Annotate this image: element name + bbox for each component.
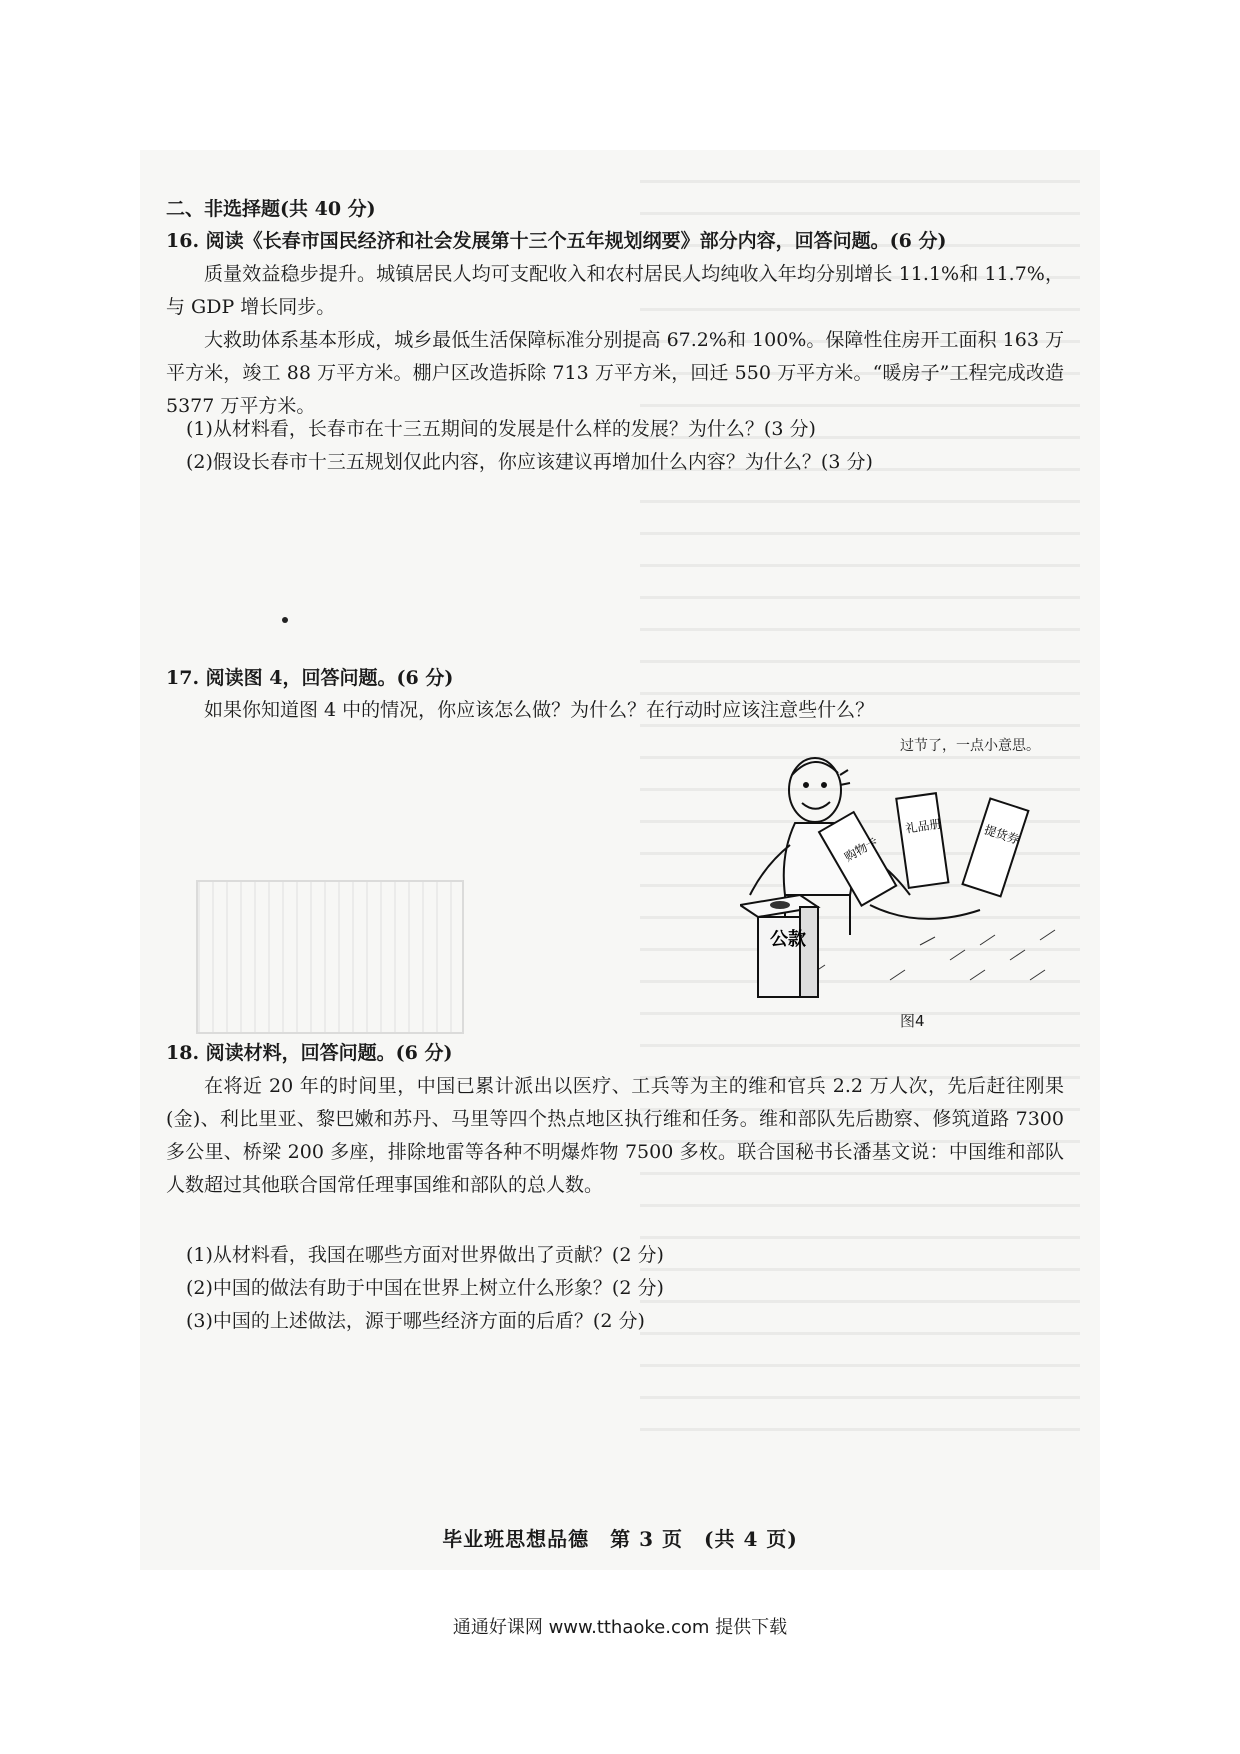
ink-speck [282, 617, 288, 623]
q17-para: 如果你知道图 4 中的情况，你应该怎么做？为什么？在行动时应该注意些什么？ [204, 699, 875, 721]
download-credit: 通通好课网 www.tthaoke.com 提供下载 [452, 1617, 788, 1638]
card-label-1: 礼品册 [904, 816, 943, 836]
q17-heading: 17. 阅读图 4，回答问题。(6 分) [166, 667, 454, 689]
section-title: 二、非选择题(共 40 分) [166, 198, 376, 220]
figure-label: 图4 [900, 1012, 925, 1030]
q16-para-2: 大救助体系基本形成，城乡最低生活保障标准分别提高 67.2%和 100%。保障性住房开工面积 163 万平方米，竣工 88 万平方米。棚户区改造拆除 713 万平方米，回迁 550 万平方米。“暖房子”工程完成改造 5377 万平方米。 [166, 329, 1064, 417]
cartoon-speech-text: 过节了，一点小意思。 [900, 738, 1040, 754]
card-label-3: 提货券 [982, 822, 1021, 847]
q18-heading: 18. 阅读材料，回答问题。(6 分) [166, 1042, 453, 1064]
ground-hatching [780, 930, 1055, 980]
q16-heading: 16. 阅读《长春市国民经济和社会发展第十三个五年规划纲要》部分内容，回答问题。(6 分) [166, 230, 947, 252]
q18-sub-1: (1)从材料看，我国在哪些方面对世界做出了贡献？(2 分) [186, 1244, 664, 1266]
q18-sub-2: (2)中国的做法有助于中国在世界上树立什么形象？(2 分) [186, 1277, 664, 1299]
faded-stamp [196, 880, 464, 1034]
q18-para: 在将近 20 年的时间里，中国已累计派出以医疗、工兵等为主的维和官兵 2.2 万人次，先后赶往刚果(金)、利比里亚、黎巴嫩和苏丹、马里等四个热点地区执行维和任务。维和部队先后勘察、修筑道路 7300 多公里、桥梁 200 多座，排除地雷等各种不明爆炸物 7500 多枚。联合国秘书长潘基文说：中国维和部队人数超过其他联合国常任理事国维和部队的总人数。 [166, 1075, 1064, 1196]
q16-sub-2: (2)假设长春市十三五规划仅此内容，你应该建议再增加什么内容？为什么？(3 分) [186, 451, 873, 473]
cartoon-figure-4 [740, 745, 1060, 1010]
q16-sub-1: (1)从材料看，长春市在十三五期间的发展是什么样的发展？为什么？(3 分) [186, 418, 816, 440]
q16-para-1: 质量效益稳步提升。城镇居民人均可支配收入和农村居民人均纯收入年均分别增长 11.1%和 11.7%，与 GDP 增长同步。 [166, 263, 1064, 318]
page-footer: 毕业班思想品德 第 3 页 (共 4 页) [442, 1527, 798, 1551]
card-label-2: 购物卡 [842, 834, 881, 865]
box-label: 公款 [770, 929, 806, 950]
q18-sub-3: (3)中国的上述做法，源于哪些经济方面的后盾？(2 分) [186, 1310, 645, 1332]
